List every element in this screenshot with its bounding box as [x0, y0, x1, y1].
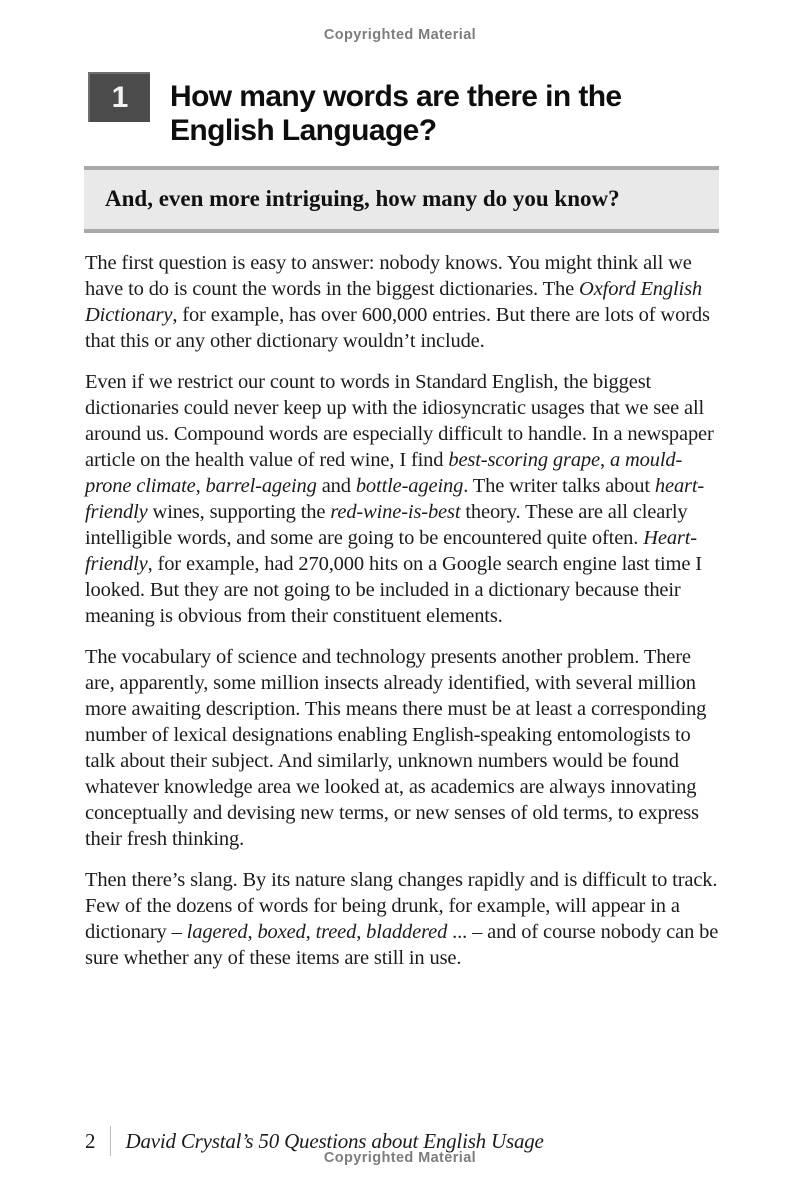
paragraph: The first question is easy to answer: nobody knows. You might think all we have to do is count the words in the biggest dictionaries. The Oxford English Dictionary, for example, has over 600,000 entries. But there are lots of words that this or any other dictionary wouldn’t include. [85, 252, 710, 352]
body-text [85, 250, 725, 986]
page-number: 2 [85, 1128, 96, 1153]
copyright-watermark-top: Copyrighted Material [323, 27, 477, 43]
chapter-title [170, 80, 622, 148]
chapter-subtitle-box [84, 166, 719, 233]
copyright-watermark-bottom: Copyrighted Material [323, 1150, 477, 1166]
chapter-number-badge [88, 72, 150, 122]
chapter-subtitle: And, even more intriguing, how many do you know? [105, 186, 620, 211]
paragraph: Even if we restrict our count to words in Standard English, the biggest dictionaries could never keep up with the idiosyncratic usages that we see all around us. Compound words are especially difficult to handle. In a newspaper article on the health value of red wine, I find best-scoring grape, a mould-prone climate, barrel-ageing and bottle-ageing. The writer talks about heart-friendly wines, supporting the red-wine-is-best theory. These are all clearly intelligible words, and some are going to be encountered quite often. Heart-friendly, for example, had 270,000 hits on a Google search engine last time I looked. But they are not going to be included in a dictionary because their meaning is obvious from their constituent elements. [85, 371, 714, 627]
paragraph: Then there’s slang. By its nature slang changes rapidly and is difficult to track. Few of the dozens of words for being drunk, for example, will appear in a dictionary – lagered, boxed, treed, bladdered ... – and of course nobody can be sure whether any of these items are still in use. [85, 869, 719, 969]
chapter-title-line-2: English Language? [170, 114, 437, 147]
book-title: David Crystal’s 50 Questions about English Usage [125, 1128, 544, 1153]
chapter-title-line-1: How many words are there in the [170, 80, 622, 113]
paragraph: The vocabulary of science and technology presents another problem. There are, apparently, some million insects already identified, with several million more awaiting description. This means there must be at least a corresponding number of lexical designations enabling English-speaking entomologists to talk about their subject. And similarly, unknown numbers would be found whatever knowledge area we looked at, as academics are always innovating conceptually and devising new terms, or new senses of old terms, to express their fresh thinking. [85, 646, 707, 850]
chapter-header [88, 72, 622, 148]
chapter-number: 1 [111, 81, 129, 114]
